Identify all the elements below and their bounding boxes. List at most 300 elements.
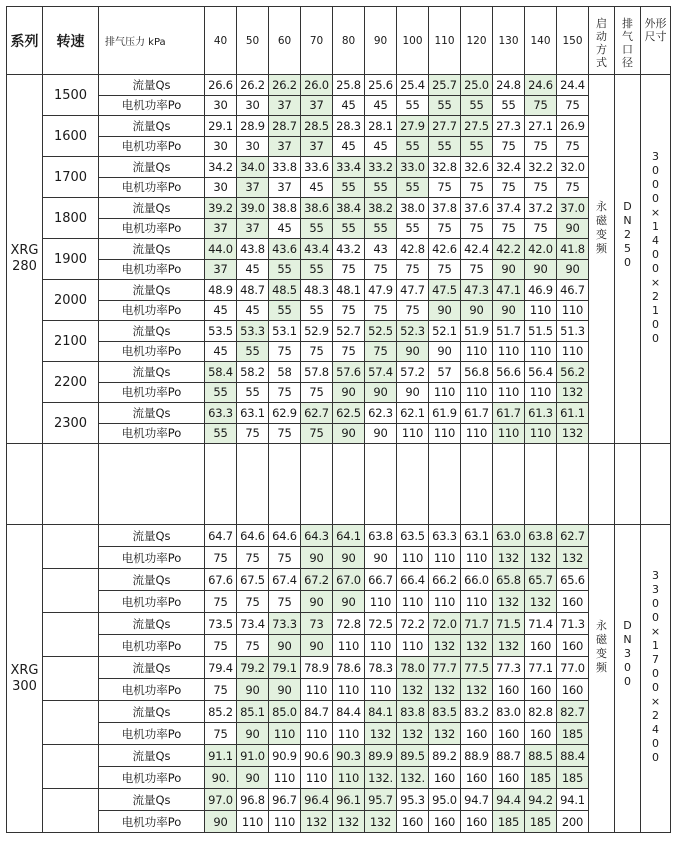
flow-value-cell: 26.2 [269,75,301,96]
power-value-cell: 110 [461,547,493,569]
flow-value-cell: 85.2 [205,701,237,723]
flow-value-cell: 85.1 [237,701,269,723]
outlet-cell-text: DN300 [623,619,632,688]
flow-value-cell: 66.2 [429,569,461,591]
flow-row [7,116,671,137]
power-value-cell: 75 [429,177,461,198]
power-value-cell: 160 [525,635,557,657]
flow-value-cell: 53.5 [205,321,237,342]
spacer-cell [99,444,205,525]
flow-row [7,403,671,424]
power-value-cell: 110 [461,423,493,444]
header-series: 系列 [7,7,43,75]
power-value-cell: 132 [429,723,461,745]
flow-value-cell: 32.6 [461,157,493,178]
header-pressure: 60 [269,7,301,75]
power-value-cell: 45 [365,136,397,157]
flow-value-cell: 58 [269,362,301,383]
flow-value-cell: 58.2 [237,362,269,383]
flow-value-cell: 65.8 [493,569,525,591]
power-value-cell: 45 [205,300,237,321]
power-value-cell: 55 [397,95,429,116]
flow-value-cell: 27.1 [525,116,557,137]
power-value-cell: 37 [269,177,301,198]
flow-value-cell: 82.7 [557,701,589,723]
flow-value-cell: 83.5 [429,701,461,723]
power-value-cell: 90 [525,259,557,280]
flow-row [7,525,671,547]
power-value-cell: 90 [557,259,589,280]
flow-value-cell: 79.1 [269,657,301,679]
power-label: 电机功率Po [99,218,205,239]
power-value-cell: 75 [397,259,429,280]
power-value-cell: 37 [301,136,333,157]
header-pressure: 70 [301,7,333,75]
power-value-cell: 90 [237,723,269,745]
power-value-cell: 160 [429,767,461,789]
header-pressure-label: 排气压力 kPa [99,7,205,75]
power-value-cell: 75 [205,679,237,701]
power-value-cell: 55 [269,259,301,280]
flow-value-cell: 27.3 [493,116,525,137]
flow-label: 流量Qs [99,745,205,767]
flow-value-cell: 89.9 [365,745,397,767]
power-value-cell: 110 [269,811,301,833]
flow-value-cell: 63.1 [237,403,269,424]
flow-value-cell: 65.6 [557,569,589,591]
flow-value-cell: 25.8 [333,75,365,96]
flow-value-cell: 58.4 [205,362,237,383]
power-value-cell: 55 [493,95,525,116]
speed-cell [43,569,99,613]
flow-value-cell: 38.8 [269,198,301,219]
flow-value-cell: 94.2 [525,789,557,811]
flow-row [7,362,671,383]
flow-value-cell: 26.9 [557,116,589,137]
power-value-cell: 55 [237,341,269,362]
flow-value-cell: 47.3 [461,280,493,301]
flow-value-cell: 51.3 [557,321,589,342]
flow-value-cell: 25.0 [461,75,493,96]
flow-value-cell: 78.3 [365,657,397,679]
flow-value-cell: 52.9 [301,321,333,342]
flow-value-cell: 88.4 [557,745,589,767]
flow-value-cell: 42.2 [493,239,525,260]
power-value-cell: 55 [333,218,365,239]
flow-value-cell: 96.7 [269,789,301,811]
flow-value-cell: 24.6 [525,75,557,96]
header-pressure: 150 [557,7,589,75]
flow-value-cell: 90.6 [301,745,333,767]
flow-value-cell: 63.3 [205,403,237,424]
power-value-cell: 110 [557,300,589,321]
flow-value-cell: 52.5 [365,321,397,342]
flow-value-cell: 63.8 [525,525,557,547]
spacer-cell [269,444,301,525]
power-value-cell: 75 [493,136,525,157]
flow-value-cell: 96.8 [237,789,269,811]
flow-value-cell: 37.0 [557,198,589,219]
flow-value-cell: 90.9 [269,745,301,767]
power-value-cell: 90 [269,679,301,701]
power-value-cell: 75 [205,723,237,745]
power-value-cell: 90 [301,635,333,657]
power-value-cell: 37 [205,259,237,280]
speed-cell: 1900 [43,239,99,280]
power-value-cell: 45 [237,300,269,321]
power-value-cell: 37 [269,95,301,116]
power-row [7,423,671,444]
header-pressure: 130 [493,7,525,75]
spacer-cell [525,444,557,525]
speed-cell [43,613,99,657]
flow-value-cell: 71.3 [557,613,589,635]
power-value-cell: 110 [301,679,333,701]
spacer-cell [237,444,269,525]
power-value-cell: 132 [557,382,589,403]
power-value-cell: 90 [365,423,397,444]
flow-value-cell: 72.5 [365,613,397,635]
flow-value-cell: 42.0 [525,239,557,260]
flow-value-cell: 79.4 [205,657,237,679]
power-row [7,341,671,362]
flow-value-cell: 26.0 [301,75,333,96]
power-label: 电机功率Po [99,341,205,362]
power-value-cell: 75 [365,341,397,362]
flow-value-cell: 61.7 [493,403,525,424]
flow-value-cell: 34.0 [237,157,269,178]
power-value-cell: 75 [333,341,365,362]
flow-value-cell: 32.0 [557,157,589,178]
power-value-cell: 160 [461,723,493,745]
flow-value-cell: 27.7 [429,116,461,137]
power-value-cell: 75 [365,259,397,280]
flow-value-cell: 38.4 [333,198,365,219]
speed-cell: 1700 [43,157,99,198]
flow-value-cell: 26.6 [205,75,237,96]
power-value-cell: 110 [429,547,461,569]
power-value-cell: 160 [429,811,461,833]
flow-value-cell: 64.7 [205,525,237,547]
power-value-cell: 55 [205,382,237,403]
flow-value-cell: 43.8 [237,239,269,260]
flow-row [7,789,671,811]
xrg280-section [7,75,671,444]
power-value-cell: 90 [493,259,525,280]
flow-value-cell: 73.4 [237,613,269,635]
power-value-cell: 132 [301,811,333,833]
power-value-cell: 55 [301,259,333,280]
spacer-cell [493,444,525,525]
power-value-cell: 110 [525,300,557,321]
power-value-cell: 132 [429,635,461,657]
power-value-cell: 90 [557,218,589,239]
flow-value-cell: 89.5 [397,745,429,767]
speed-cell: 2100 [43,321,99,362]
flow-row [7,745,671,767]
flow-value-cell: 91.0 [237,745,269,767]
power-value-cell: 110 [237,811,269,833]
flow-row [7,613,671,635]
power-value-cell: 55 [397,136,429,157]
power-value-cell: 45 [301,177,333,198]
flow-value-cell: 62.9 [269,403,301,424]
power-value-cell: 132 [461,635,493,657]
speed-cell [43,745,99,789]
flow-value-cell: 62.1 [397,403,429,424]
flow-value-cell: 52.7 [333,321,365,342]
flow-value-cell: 39.2 [205,198,237,219]
flow-row [7,239,671,260]
header-pressure: 120 [461,7,493,75]
power-value-cell: 55 [461,136,493,157]
power-value-cell: 90 [397,382,429,403]
flow-value-cell: 25.4 [397,75,429,96]
power-value-cell: 132 [365,723,397,745]
power-value-cell: 110 [525,382,557,403]
flow-value-cell: 95.0 [429,789,461,811]
power-value-cell: 90 [365,382,397,403]
power-value-cell: 132. [397,767,429,789]
power-value-cell: 110 [333,767,365,789]
power-value-cell: 75 [205,591,237,613]
power-row [7,635,671,657]
power-value-cell: 132 [493,547,525,569]
flow-value-cell: 95.7 [365,789,397,811]
spacer-cell [589,444,615,525]
header-pressure: 50 [237,7,269,75]
flow-value-cell: 43.6 [269,239,301,260]
power-value-cell: 185 [525,767,557,789]
power-value-cell: 75 [429,218,461,239]
speed-cell: 2300 [43,403,99,444]
power-value-cell: 90 [429,300,461,321]
flow-label: 流量Qs [99,525,205,547]
flow-value-cell: 33.6 [301,157,333,178]
flow-value-cell: 84.4 [333,701,365,723]
flow-value-cell: 62.7 [557,525,589,547]
power-label: 电机功率Po [99,177,205,198]
flow-value-cell: 34.2 [205,157,237,178]
flow-value-cell: 71.7 [461,613,493,635]
flow-label: 流量Qs [99,198,205,219]
performance-table [6,6,671,833]
flow-value-cell: 79.2 [237,657,269,679]
power-value-cell: 55 [269,300,301,321]
flow-value-cell: 61.3 [525,403,557,424]
power-value-cell: 110 [429,591,461,613]
power-value-cell: 75 [205,547,237,569]
power-value-cell: 75 [493,177,525,198]
power-value-cell: 75 [301,382,333,403]
power-value-cell: 185 [525,811,557,833]
power-value-cell: 110 [525,423,557,444]
flow-value-cell: 29.1 [205,116,237,137]
spacer-row [7,444,671,525]
power-value-cell: 55 [333,177,365,198]
power-row [7,591,671,613]
dimensions-cell [641,75,671,444]
power-value-cell: 185 [557,723,589,745]
flow-value-cell: 32.2 [525,157,557,178]
flow-value-cell: 24.8 [493,75,525,96]
flow-value-cell: 57.2 [397,362,429,383]
power-value-cell: 132 [461,679,493,701]
flow-value-cell: 26.2 [237,75,269,96]
flow-value-cell: 67.2 [301,569,333,591]
flow-value-cell: 57.6 [333,362,365,383]
flow-value-cell: 28.7 [269,116,301,137]
flow-label: 流量Qs [99,403,205,424]
power-value-cell: 75 [237,423,269,444]
power-value-cell: 132 [525,547,557,569]
flow-value-cell: 84.7 [301,701,333,723]
flow-value-cell: 28.5 [301,116,333,137]
power-value-cell: 110 [461,591,493,613]
speed-cell: 1800 [43,198,99,239]
power-row [7,811,671,833]
power-value-cell: 160 [493,723,525,745]
flow-label: 流量Qs [99,569,205,591]
flow-value-cell: 94.1 [557,789,589,811]
flow-row [7,198,671,219]
spacer-cell [365,444,397,525]
flow-value-cell: 33.2 [365,157,397,178]
power-value-cell: 110 [365,635,397,657]
flow-value-cell: 61.1 [557,403,589,424]
power-value-cell: 110 [461,382,493,403]
flow-value-cell: 72.0 [429,613,461,635]
power-value-cell: 185 [557,767,589,789]
flow-value-cell: 42.8 [397,239,429,260]
power-value-cell: 110 [301,723,333,745]
flow-value-cell: 33.4 [333,157,365,178]
flow-value-cell: 64.3 [301,525,333,547]
flow-value-cell: 48.5 [269,280,301,301]
flow-value-cell: 56.6 [493,362,525,383]
power-value-cell: 132 [557,547,589,569]
flow-value-cell: 88.5 [525,745,557,767]
power-value-cell: 55 [365,177,397,198]
power-value-cell: 55 [461,95,493,116]
power-value-cell: 110 [493,423,525,444]
power-value-cell: 132 [557,423,589,444]
flow-value-cell: 32.8 [429,157,461,178]
start-method-cell [589,75,615,444]
power-label: 电机功率Po [99,723,205,745]
power-value-cell: 75 [525,218,557,239]
flow-value-cell: 97.0 [205,789,237,811]
flow-value-cell: 73.5 [205,613,237,635]
power-value-cell: 75 [301,423,333,444]
power-value-cell: 45 [205,341,237,362]
flow-value-cell: 56.4 [525,362,557,383]
flow-label: 流量Qs [99,701,205,723]
flow-value-cell: 83.2 [461,701,493,723]
power-row [7,679,671,701]
flow-value-cell: 43 [365,239,397,260]
flow-value-cell: 27.9 [397,116,429,137]
flow-label: 流量Qs [99,280,205,301]
flow-value-cell: 43.2 [333,239,365,260]
power-value-cell: 75 [557,177,589,198]
flow-value-cell: 52.1 [429,321,461,342]
speed-cell [43,701,99,745]
power-value-cell: 45 [333,95,365,116]
flow-value-cell: 46.9 [525,280,557,301]
flow-value-cell: 33.8 [269,157,301,178]
power-value-cell: 90 [397,341,429,362]
flow-value-cell: 82.8 [525,701,557,723]
power-label: 电机功率Po [99,811,205,833]
power-value-cell: 55 [301,218,333,239]
power-label: 电机功率Po [99,423,205,444]
power-value-cell: 75 [269,423,301,444]
flow-value-cell: 71.4 [525,613,557,635]
flow-value-cell: 72.2 [397,613,429,635]
power-label: 电机功率Po [99,382,205,403]
power-row [7,177,671,198]
power-row [7,723,671,745]
flow-value-cell: 28.3 [333,116,365,137]
power-row [7,259,671,280]
flow-value-cell: 64.1 [333,525,365,547]
flow-value-cell: 57.4 [365,362,397,383]
power-value-cell: 90 [333,547,365,569]
flow-value-cell: 88.9 [461,745,493,767]
power-row [7,95,671,116]
flow-label: 流量Qs [99,116,205,137]
power-value-cell: 37 [237,177,269,198]
flow-value-cell: 53.1 [269,321,301,342]
flow-value-cell: 47.7 [397,280,429,301]
header-speed: 转速 [43,7,99,75]
power-value-cell: 90 [269,635,301,657]
dimensions-cell-text: 3300×1700×2400 [650,569,661,764]
power-value-cell: 30 [205,177,237,198]
power-value-cell: 90 [333,423,365,444]
power-value-cell: 75 [461,177,493,198]
flow-row [7,321,671,342]
power-value-cell: 132 [429,679,461,701]
flow-value-cell: 64.6 [269,525,301,547]
flow-value-cell: 56.8 [461,362,493,383]
flow-value-cell: 47.5 [429,280,461,301]
flow-value-cell: 89.2 [429,745,461,767]
flow-label: 流量Qs [99,362,205,383]
flow-value-cell: 39.0 [237,198,269,219]
power-value-cell: 90 [237,679,269,701]
power-value-cell: 75 [205,635,237,657]
power-value-cell: 30 [205,136,237,157]
flow-value-cell: 51.5 [525,321,557,342]
flow-value-cell: 91.1 [205,745,237,767]
flow-value-cell: 61.7 [461,403,493,424]
power-label: 电机功率Po [99,259,205,280]
flow-row [7,157,671,178]
start-method-cell [589,525,615,833]
flow-value-cell: 52.3 [397,321,429,342]
power-value-cell: 90 [301,547,333,569]
power-value-cell: 90. [205,767,237,789]
flow-value-cell: 78.0 [397,657,429,679]
spacer-cell [43,444,99,525]
power-value-cell: 75 [557,136,589,157]
power-value-cell: 110 [333,635,365,657]
power-value-cell: 160 [525,723,557,745]
power-value-cell: 55 [365,218,397,239]
dimensions-cell-text: 3000×1400×2100 [650,149,661,345]
